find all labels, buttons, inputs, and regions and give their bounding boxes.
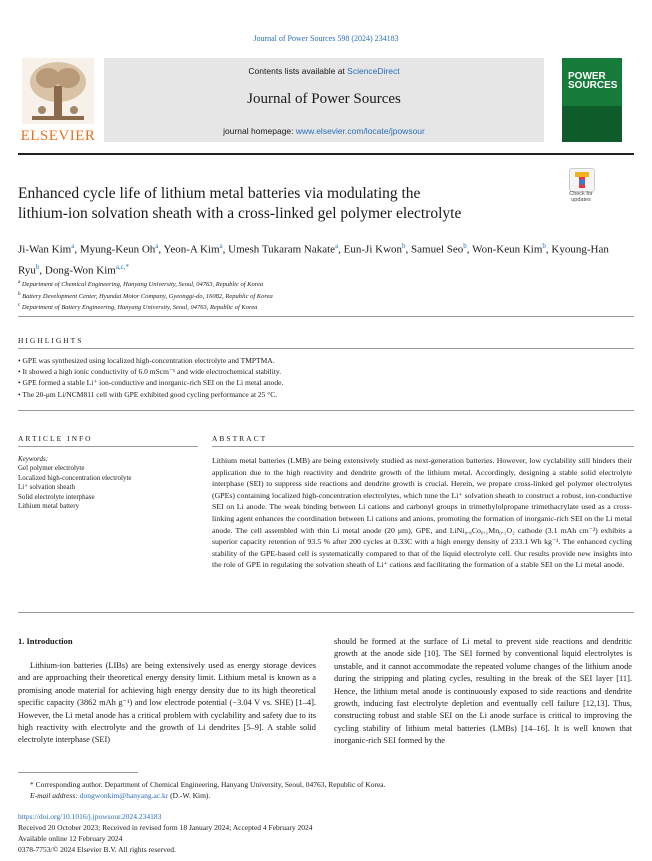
author-name[interactable]: Yeon-A Kim: [163, 243, 220, 256]
cover-title: POWER SOURCES: [568, 71, 618, 91]
author-affiliation-mark[interactable]: b: [402, 242, 406, 250]
available-online: Available online 12 February 2024: [18, 834, 123, 843]
article-info-divider: [18, 446, 198, 447]
affiliation-item: $^b$ Battery Development Center, Hyundai Motor Company, Gyeonggi-do, 16082, Republic of Korea: [18, 291, 273, 300]
email-link[interactable]: dongwonkim@hanyang.ac.kr: [79, 791, 169, 800]
author-affiliation-mark[interactable]: b: [542, 242, 546, 250]
homepage-link[interactable]: www.elsevier.com/locate/jpowsour: [295, 126, 425, 136]
journal-cover-thumbnail: [562, 58, 622, 142]
highlight-item: • It showed a high ionic conductivity of 6.0 mScm⁻¹ and wide electrochemical stability.: [18, 367, 282, 377]
author-name[interactable]: Umesh Tukaram Nakate: [228, 243, 336, 256]
keyword-item: Localized high-concentration electrolyte: [18, 473, 132, 482]
highlights-divider: [18, 348, 634, 349]
homepage-line: [104, 126, 544, 136]
abstract-heading: ABSTRACT: [212, 434, 268, 443]
author-name[interactable]: Eun-Ji Kwon: [343, 243, 403, 256]
keywords-label: Keywords:: [18, 455, 49, 463]
author-affiliation-mark[interactable]: b: [463, 242, 467, 250]
abstract-divider: [212, 446, 634, 447]
author-affiliation-mark[interactable]: a,c,*: [115, 262, 130, 271]
abstract-text: Lithium metal batteries (LMB) are being extensively studied as next-generation batteries. However, low cyclability still hinders their application due to the high reactivity and dendrite growth of the lithium metal. Accordingly, designing a stable solid electrolyte interphase (SEI) to suppress side reactions and dendrite growth is crucial. Herein, we prepare cross-linked gel polymer electrolytes (GPEs) containing localized high-concentration electrolytes, which tune the Li⁺ solvation sheath to construct a robust, ion-conductive SEI on Li anode. The weak binding between Li cations and carbonyl groups in trimethylolpropane trimethacrylate used as a cross-linking agent enhances the coordination between Li cations and anions, promoting the formation of inorganic-rich SEI on the Li metal anode. The cell assembled with thin Li metal anode (20 μm), GPE, and LiNi₀.₈Co₀.₁Mn₀.₁O₂ cathode (3.1 mAh cm⁻²) exhibits a superior capacity retention of 93.5 % after 200 cycles at 0.33C with a high energy density of 233.1 Wh kg⁻¹. The enhanced cycling stability of the GPE-based cell is systematically compared to that of the liquid electrolyte cell. Our results provide new insights into the role of GPE in regulating the solvation sheath of Li⁺ cations and facilitating the formation of a stable SEI on the Li metal anode.: [212, 456, 632, 570]
affil-divider: [18, 316, 634, 317]
intro-left-column: [18, 660, 316, 747]
journal-masthead: [18, 58, 634, 148]
author-name[interactable]: Ji-Wan Kim: [18, 243, 72, 256]
author-affiliation-mark[interactable]: a: [71, 242, 75, 250]
intro-paragraph-left: Lithium-ion batteries (LIBs) are being extensively used as energy storage devices and are approaching their theoretical energy density limit. Lithium metal is known as a promising anode material for achieving high energy density due to its high theoretical specific capacity (3862 mAh g⁻¹) and low electrode potential (−3.04 V vs. SHE) [1–4]. However, the Li metal anode has a critical problem with cyclability and safety due to its high reactivity with electrolyte and the growth of Li dendrites [5–9]. A stable solid electrolyte interphase (SEI): [18, 661, 316, 745]
author-affiliation-mark[interactable]: a: [335, 242, 339, 250]
affiliation-list: [18, 278, 618, 313]
author-name[interactable]: Samuel Seo: [411, 243, 464, 256]
author-name[interactable]: Won-Keun Kim: [472, 243, 543, 256]
highlights-heading: HIGHLIGHTS: [18, 336, 84, 345]
intro-paragraph-right: should be formed at the surface of Li metal to prevent side reactions and dendritic growth at the anode side [10]. The SEI formed by conventional liquid electrolytes is unstable, and it cannot accommodate the repeated volume changes of the lithium anode during the stripping and plating cycles, resulting in the break of the SEI layer [11]. Hence, the lithium metal anode is continuously exposed to side reactions and dendrite growth, inducing fast electrolyte depletion and eventually cell failure [12,13]. Thus, constructing robust and stable SEI on the Li anode surface is critical to improving the cycling stability of lithium metal batteries (LMBs) [14–16]. It is well known that inorganic-rich SEI formed by the: [334, 637, 632, 746]
author-name[interactable]: Myung-Keun Oh: [79, 243, 156, 256]
footnote-divider: [18, 772, 138, 773]
author-affiliation-mark[interactable]: b: [35, 262, 40, 271]
copyright: 0378-7753/© 2024 Elsevier B.V. All rights reserved.: [18, 845, 176, 854]
affiliation-item: $^a$ Department of Chemical Engineering, Hanyang University, Seoul, 04763, Republic of Korea: [18, 280, 264, 289]
highlight-item: • GPE was synthesized using localized high-concentration electrolyte and TMPTMA.: [18, 356, 275, 365]
journal-title: Journal of Power Sources: [247, 91, 401, 107]
keyword-item: Li⁺ solvation sheath: [18, 483, 75, 492]
intro-right-column: [334, 636, 632, 748]
received-dates: Received 20 October 2023; Received in revised form 18 January 2024; Accepted 4 February 2024: [18, 823, 313, 832]
abstract-end-divider: [18, 612, 634, 613]
corresponding-author-note: * Corresponding author. Department of Chemical Engineering, Hanyang University, Seoul, 04763, Republic of Korea. E-mail address: dongwonkim@hanyang.ac.kr (D.-W. Kim).: [30, 780, 386, 800]
journal-reference[interactable]: Journal of Power Sources 598 (2024) 234183: [253, 34, 399, 43]
article-footer: [18, 811, 618, 855]
contents-line: [104, 66, 544, 76]
publisher-name: ELSEVIER: [20, 128, 96, 144]
journal-header-box: [104, 58, 544, 142]
keyword-item: Gel polymer electrolyte: [18, 464, 85, 472]
highlights-list: [18, 355, 618, 400]
crossmark-badge[interactable]: Check for updates: [563, 168, 599, 208]
affiliation-item: $^c$ Department of Battery Engineering, Hanyang University, Seoul, 04763, Republic of Korea: [18, 303, 258, 312]
header-divider: [18, 153, 634, 155]
article-title: Enhanced cycle life of lithium metal batteries via modulating the lithium-ion solvation sheath with a cross-linked gel polymer electrolyte: [18, 185, 462, 222]
keyword-item: Solid electrolyte interphase: [18, 492, 95, 501]
doi-link[interactable]: https://doi.org/10.1016/j.jpowsour.2024.234183: [18, 812, 162, 821]
article-info-heading: ARTICLE INFO: [18, 434, 93, 443]
highlight-item: • GPE formed a stable Li⁺ ion-conductive and inorganic-rich SEI on the Li metal anode.: [18, 378, 284, 388]
crossmark-icon: [570, 169, 594, 191]
highlight-item: • The 20-μm Li/NCM811 cell with GPE exhibited good cycling performance at 25 °C.: [18, 389, 278, 399]
highlights-end-divider: [18, 410, 634, 411]
author-name[interactable]: Kyoung-Han Ryu: [18, 243, 609, 277]
author-affiliation-mark[interactable]: a: [219, 242, 223, 250]
author-list: Ji-Wan Kim$^a$, Myung-Keun Oh$^a$, Yeon-A Kim$^a$, Umesh Tukaram Nakate$^a$, Eun-Ji Kwon$^b$, Samuel Seo$^b$, Won-Keun Kim$^b$, Kyoung-Han Ryu$^b$, Dong-Won Kim$^{a,c,*}$: [18, 242, 609, 277]
keyword-item: Lithium metal battery: [18, 502, 80, 511]
contents-prefix: Contents lists available at: [248, 66, 348, 76]
elsevier-tree-icon: [22, 58, 94, 124]
homepage-prefix: journal homepage:: [223, 126, 296, 136]
keywords-list: [18, 464, 188, 512]
introduction-heading: 1. Introduction: [18, 636, 73, 646]
author-name[interactable]: Dong-Won Kim: [44, 264, 116, 277]
elsevier-logo: [18, 58, 98, 148]
sciencedirect-link[interactable]: ScienceDirect: [347, 66, 400, 76]
author-affiliation-mark[interactable]: a: [155, 242, 159, 250]
